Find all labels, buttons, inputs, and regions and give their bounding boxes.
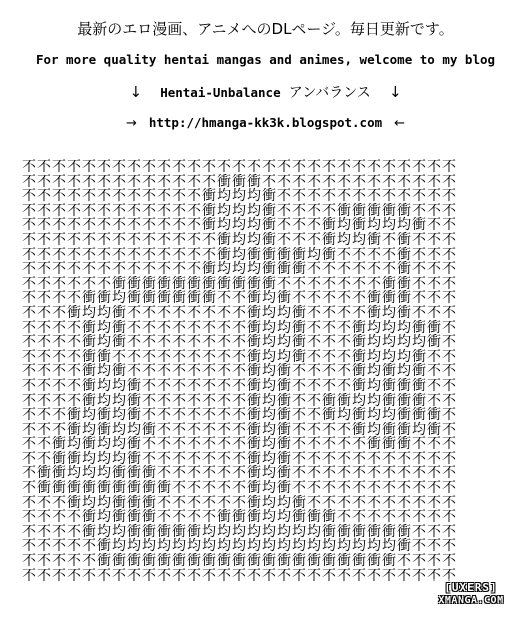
watermark-bottom-text: XMANGA.COM [438, 595, 504, 606]
art-line: 不不不衝均均衝不不不不不不不不衝均均衝不不不不衝均衝不不不 [22, 304, 457, 321]
art-line: 不不不不不不不不不不不不衝均均均衝不不不不衝衝衝衝衝不不不 [22, 202, 457, 219]
art-line: 不不不衝均均衝衝衝不不不不不不衝均均衝不不不不不不不不不不 [22, 494, 457, 511]
blog-url[interactable]: http://hmanga-kk3k.blogspot.com [148, 115, 383, 130]
kanji-ascii-art [22, 160, 457, 583]
site-name: Hentai-Unbalance [160, 85, 281, 100]
art-line: 不不不不不不不不不不不不不衝均均衝不不不衝均均衝不衝不不不 [22, 231, 457, 248]
art-line: 不不不不不不不不不不不不不不不不不不不不不不不不不不不不不 [22, 159, 457, 175]
japanese-heading: 最新のエロ漫画、アニメへのDLページ。毎日更新です。 [77, 20, 454, 38]
art-line: 不不不不不不衝衝衝衝衝衝衝衝衝衝衝不不不不不不不衝衝不不不 [22, 275, 457, 292]
art-line: 不衝衝均均均衝衝衝不不不不不不衝均衝不不不不不不不不不不不 [22, 465, 457, 482]
art-line: 不衝衝衝衝衝衝衝衝衝不不不不不衝均衝不不不不不不不不不不不 [22, 480, 457, 497]
right-arrow-icon: → [125, 116, 137, 131]
left-arrow-icon: ← [394, 116, 406, 131]
down-arrow-icon: ↓ [388, 83, 402, 101]
site-name-japanese: アンバランス [288, 85, 371, 101]
art-line: 不不不不不不不不不不不不不衝衝衝不不不不不不不不不不不不不 [22, 173, 457, 190]
site-title-row [0, 82, 531, 102]
art-line: 不不不不衝均衝不不不不不不不不衝均衝不不不不衝均衝均衝不不 [22, 363, 457, 380]
art-line: 不不不不不衝均均均均均均均均均均均均均均均均均均均衝不不不 [22, 538, 457, 555]
watermark-top-text: [UXERS] [444, 581, 498, 594]
url-row [0, 115, 531, 131]
art-line: 不不衝均衝均均衝不不不不不不不衝均衝不不不不不衝衝衝不不不 [22, 436, 457, 453]
art-line: 不不不不衝均衝不不不不不不不不衝均均衝不不不衝均均均均衝不 [22, 334, 457, 351]
art-line: 不不不不不不不不不不不不衝均均均衝衝衝不不不不不不衝不不不 [22, 261, 457, 278]
art-line: 不不不不不不不不不不不不不不不不不不不不不不不不不不不不不 [22, 567, 457, 584]
art-line: 不不不不衝均均衝不不不不不不不衝均衝不不衝衝均均衝衝衝不不 [22, 392, 457, 409]
art-line: 不不不不衝均衝不不不不不不不不衝均均衝不不不衝均均均衝衝不 [22, 319, 457, 336]
watermark-logo [431, 579, 511, 613]
art-line: 不不不不不衝衝衝衝衝衝衝衝衝衝衝衝衝衝衝衝衝衝衝衝不不不不 [22, 553, 457, 570]
art-line: 不不不衝均衝均衝不不不不不不不衝均衝不不衝均衝均均衝衝衝不 [22, 407, 457, 424]
art-line: 不不不不不不不不不不不不不衝均衝衝衝衝均衝不不不不衝不不不 [22, 246, 457, 263]
down-arrow-icon: ↓ [129, 83, 143, 101]
art-line: 不不不不衝均均衝衝衝衝衝均均均均均均均均衝衝衝衝衝衝不不不 [22, 523, 457, 540]
art-line: 不不不不衝均均衝不不不不不不不衝均衝不不不不衝均衝衝衝不不 [22, 377, 457, 394]
art-line: 不不不不衝衝不不不不不不不不不衝均均衝不不不衝均均均衝不不 [22, 348, 457, 365]
art-line: 不不不不不不不不不不不不衝均均均衝不不不不不不不不不不不不 [22, 188, 457, 205]
art-line: 不不不不不不不不不不不不衝均均均衝不不不衝均衝均均均衝不不 [22, 217, 457, 234]
art-line: 不不不不衝均衝衝衝不不不不衝衝衝均均衝衝衝不不不不不不不不 [22, 509, 457, 526]
art-line: 不不不不衝衝均衝衝衝衝衝衝不不衝均衝不不不不不衝衝衝不不不 [22, 290, 457, 307]
art-line: 不不衝衝均均均衝不不不不不不不衝均衝不不不不不不不不不不不 [22, 450, 457, 467]
art-line: 不不不衝均衝均均衝不不不不不不衝均衝不不不不衝均衝衝均衝不 [22, 421, 457, 438]
english-heading: For more quality hentai mangas and animes, welcome to my blog [35, 52, 496, 67]
